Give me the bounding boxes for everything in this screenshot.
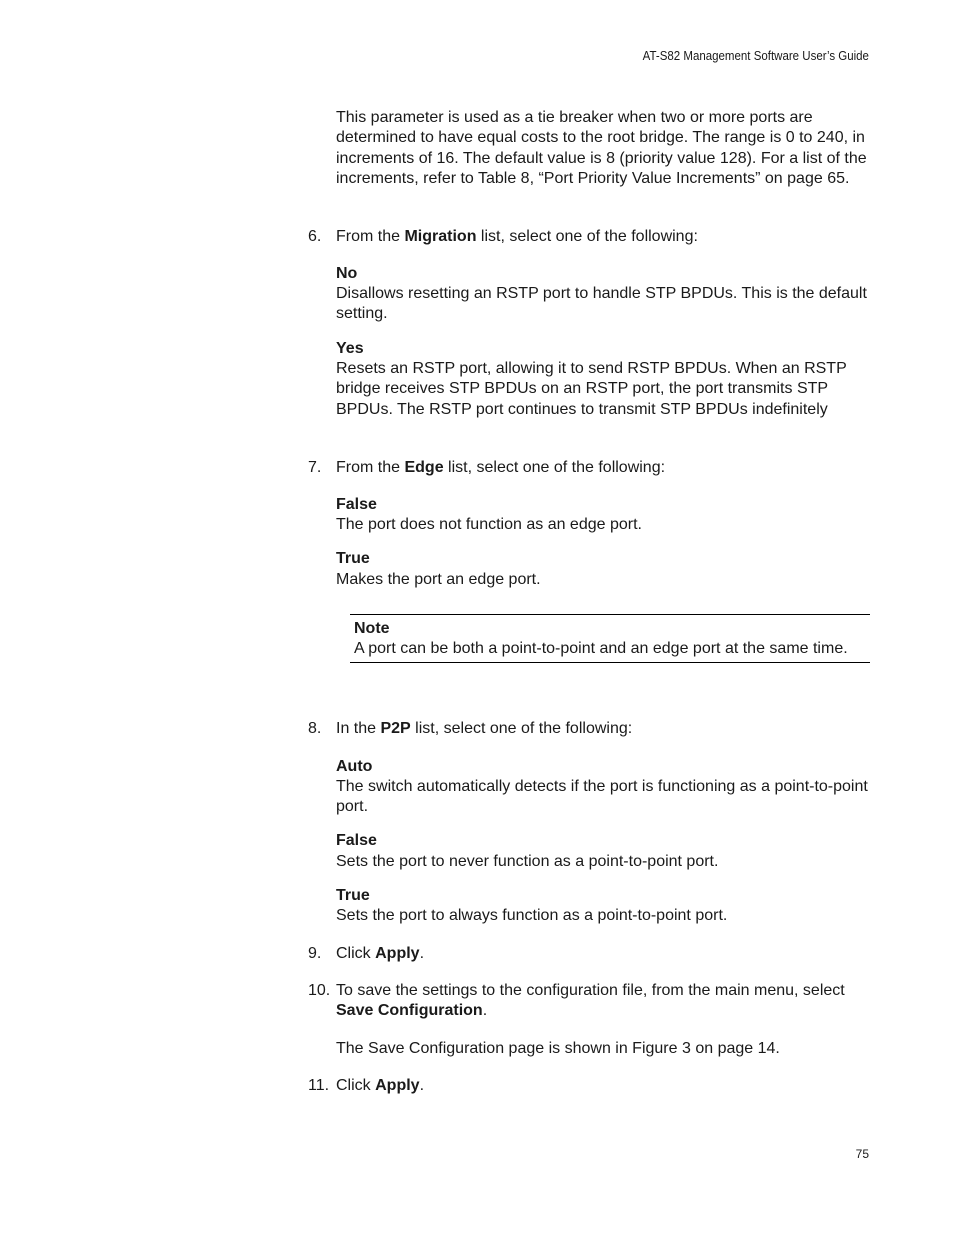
note-title: Note — [354, 620, 390, 637]
intro-paragraph: This parameter is used as a tie breaker when two or more ports are determined to have equal costs to the root bridge. The range is 0 to 240, in increments of 16. The default value is 8 (priority value 128). For a list of the increments, refer to Table 8, “Port Priority Value Increments” on page 65. — [336, 109, 867, 188]
step-11: 11. Click Apply. — [336, 1076, 870, 1096]
option-description: Sets the port to always function as a point-to-point port. — [336, 907, 728, 924]
option-title: False — [336, 832, 377, 849]
step-6: 6. From the Migration list, select one of the following: — [336, 227, 870, 247]
p2p-term: P2P — [380, 720, 411, 737]
option-title: True — [336, 550, 370, 567]
save-configuration-term: Save Configuration — [336, 1002, 483, 1020]
apply-term: Apply — [375, 1077, 420, 1094]
note-text: A port can be both a point-to-point and an edge port at the same time. — [354, 640, 848, 658]
option-title: No — [336, 265, 358, 282]
step-9: 9. Click Apply. — [336, 944, 870, 964]
step-number: 9. — [308, 945, 322, 962]
apply-term: Apply — [375, 945, 420, 962]
option-title: Yes — [336, 340, 364, 357]
option-description: The port does not function as an edge port. — [336, 516, 642, 533]
step-number: 6. — [308, 228, 322, 245]
option-description: Resets an RSTP port, allowing it to send RSTP BPDUs. When an RSTP bridge receives STP BPDUs on an RSTP port, the port transmits STP BPDUs. The RSTP port continues to transmit STP BPDUs indefinitely — [336, 360, 847, 418]
option-description: The switch automatically detects if the port is functioning as a point-to-point port. — [336, 778, 868, 816]
step-8: 8. In the P2P list, select one of the following: — [336, 719, 870, 739]
step-number: 8. — [308, 720, 322, 737]
step-number: 7. — [308, 459, 322, 476]
option-title: False — [336, 496, 377, 513]
step-number: 11. — [308, 1077, 330, 1094]
option-description: Makes the port an edge port. — [336, 571, 541, 588]
option-title: Auto — [336, 758, 373, 775]
note-box — [350, 614, 870, 663]
step-7: 7. From the Edge list, select one of the following: — [336, 458, 870, 478]
running-header: AT-S82 Management Software User’s Guide — [642, 49, 869, 63]
edge-term: Edge — [404, 459, 444, 476]
option-description: Disallows resetting an RSTP port to handle STP BPDUs. This is the default setting. — [336, 285, 867, 323]
step-10: 10. To save the settings to the configuration file, from the main menu, select Save Configuration. — [308, 982, 845, 1020]
option-title: True — [336, 887, 370, 904]
step-10-followup: The Save Configuration page is shown in Figure 3 on page 14. — [336, 1040, 780, 1057]
option-description: Sets the port to never function as a point-to-point port. — [336, 853, 719, 870]
step-number: 10. — [308, 982, 331, 999]
page-number: 75 — [855, 1147, 869, 1161]
migration-term: Migration — [404, 228, 477, 245]
